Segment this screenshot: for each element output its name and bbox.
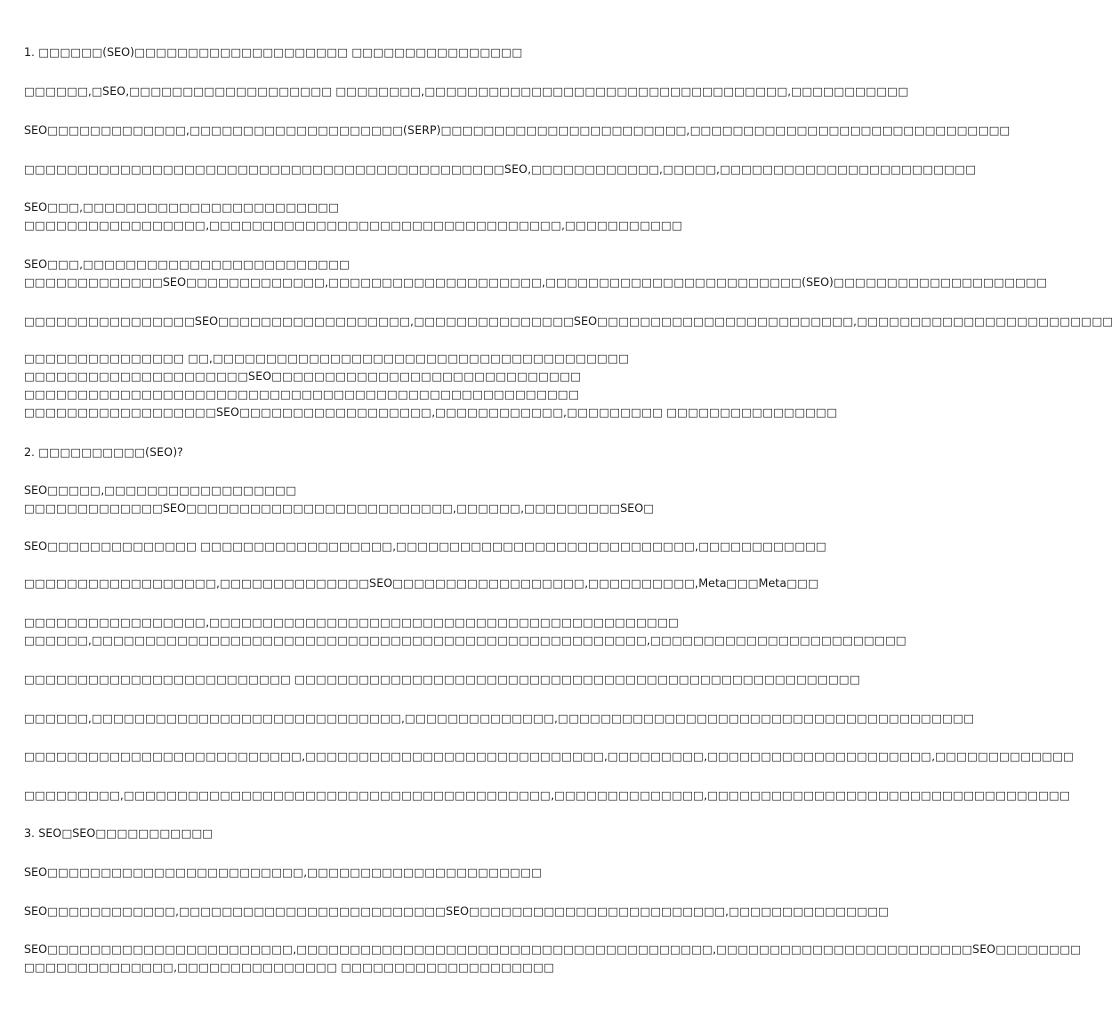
text-line: □□□□□□□□□□□□□□□□□□□□□□□□□ □□□□□□□□□□□□□□□□□□□□□□□□□□□□□□□□□□□□□□□□□□□□□□□□□□□□□ <box>24 673 861 686</box>
text-line: SEO□□□□□□□□□□□□□,□□□□□□□□□□□□□□□□□□□□(SERP)□□□□□□□□□□□□□□□□□□□□□□□,□□□□□□□□□□□□□□□□□□□□□□□□□□□□□□ <box>24 124 1011 137</box>
text-line: □□□□□□□□□□□□□□□□□□,□□□□□□□□□□□□□□SEO□□□□□□□□□□□□□□□□□□,□□□□□□□□□□,Meta□□□Meta□□□ <box>24 577 819 590</box>
paragraph <box>24 614 907 650</box>
section-heading-2 <box>24 444 698 462</box>
text-line: □□□□□□□□□□□□□□□□SEO□□□□□□□□□□□□□□□□□□,□□□□□□□□□□□□□□□SEO□□□□□□□□□□□□□□□□□□□□□□□□,□□□□□□□□□□□□□□□□□□□□□□□□ <box>24 315 1113 328</box>
text-line: □□□□□□□□□□□□□□□□□□□□□□□□□□□□□□□□□□□□□□□□□□□□□SEO,□□□□□□□□□□□□,□□□□□,□□□□□□□□□□□□□□□□□□□□□□□□ <box>24 163 976 176</box>
paragraph <box>24 941 1081 977</box>
text-line: □□□□□□□□□□□□□□□□□,□□□□□□□□□□□□□□□□□□□□□□□□□□□□□□□□□□□□□□□□□□□□ <box>24 616 679 629</box>
paragraph <box>24 83 909 101</box>
paragraph <box>24 748 1074 766</box>
text-line: SEO□□□□□□□□□□□□□□□□□□□□□□□□,□□□□□□□□□□□□□□□□□□□□□□ <box>24 866 542 879</box>
paragraph <box>24 710 975 728</box>
paragraph <box>24 199 698 235</box>
text-line: □□□□□□□□□□□□□□□□□□□□□□□□□□□□□□□□□□□□□□□□□□□□□□□□□□□□ <box>24 388 580 401</box>
paragraph <box>24 538 827 556</box>
text-line: □□□□□□□□□□□□□□,□□□□□□□□□□□□□□□ □□□□□□□□□□□□□□□□□□□□ <box>24 961 555 974</box>
text-line: □□□□□□,□□□□□□□□□□□□□□□□□□□□□□□□□□□□□,□□□□□□□□□□□□□□,□□□□□□□□□□□□□□□□□□□□□□□□□□□□□□□□□□□□□□□ <box>24 712 975 725</box>
text-line: □□□□□□□□□□□□□□□□□□□□□SEO□□□□□□□□□□□□□□□□□□□□□□□□□□□□□ <box>24 370 581 383</box>
paragraph <box>24 787 1071 805</box>
text-line: □□□□□□□□□,□□□□□□□□□□□□□□□□□□□□□□□□□□□□□□□□□□□□□□□□,□□□□□□□□□□□□□□,□□□□□□□□□□□□□□□□□□□□□□□□□□□□□□□□□□ <box>24 789 1071 802</box>
text-line: □□□□□□□□□□□□□□□□□□SEO□□□□□□□□□□□□□□□□□□,□□□□□□□□□□□□,□□□□□□□□□ □□□□□□□□□□□□□□□□ <box>24 406 838 419</box>
text-line: □□□□□□□□□□□□□□□□□,□□□□□□□□□□□□□□□□□□□□□□□□□□□□□□□□□,□□□□□□□□□□□ <box>24 219 683 232</box>
text-line: □□□□□□,□SEO,□□□□□□□□□□□□□□□□□□□ □□□□□□□□,□□□□□□□□□□□□□□□□□□□□□□□□□□□□□□□□□□,□□□□□□□□□□□ <box>24 85 909 98</box>
text-line: □□□□□□□□□□□□□□□ □□,□□□□□□□□□□□□□□□□□□□□□□□□□□□□□□□□□□□□□□□ <box>24 352 629 365</box>
text-line: 1. □□□□□□(SEO)□□□□□□□□□□□□□□□□□□□□ □□□□□□□□□□□□□□□□ <box>24 46 523 59</box>
text-line: □□□□□□,□□□□□□□□□□□□□□□□□□□□□□□□□□□□□□□□□□□□□□□□□□□□□□□□□□□□,□□□□□□□□□□□□□□□□□□□□□□□□ <box>24 634 907 647</box>
text-line: SEO□□□□□□□□□□□□□□□□□□□□□□□,□□□□□□□□□□□□□□□□□□□□□□□□□□□□□□□□□□□□□□□,□□□□□□□□□□□□□□□□□□□□□□□□SEO□□□□□□□□ <box>24 943 1081 956</box>
text-line: □□□□□□□□□□□□□□□□□□□□□□□□□□,□□□□□□□□□□□□□□□□□□□□□□□□□□□□,□□□□□□□□□,□□□□□□□□□□□□□□□□□□□□□,□□□□□□□□□□□□□ <box>24 750 1074 763</box>
section-heading-3 <box>24 825 698 843</box>
paragraph <box>24 256 1048 292</box>
paragraph <box>24 903 889 921</box>
paragraph <box>24 161 976 179</box>
paragraph <box>24 350 838 422</box>
text-line: SEO□□□,□□□□□□□□□□□□□□□□□□□□□□□□ <box>24 201 339 214</box>
text-line: 3. SEO□SEO□□□□□□□□□□□ <box>24 827 213 840</box>
paragraph <box>24 575 819 593</box>
text-line: □□□□□□□□□□□□□SEO□□□□□□□□□□□□□,□□□□□□□□□□□□□□□□□□□□,□□□□□□□□□□□□□□□□□□□□□□□□(SEO)□□□□□□□□□□□□□□□□□□□□ <box>24 276 1048 289</box>
paragraph <box>24 482 698 518</box>
text-line: SEO□□□□□,□□□□□□□□□□□□□□□□□□ <box>24 484 297 497</box>
paragraph <box>24 122 1011 140</box>
text-line: □□□□□□□□□□□□□SEO□□□□□□□□□□□□□□□□□□□□□□□□□,□□□□□□,□□□□□□□□□SEO□ <box>24 502 654 515</box>
text-line: SEO□□□,□□□□□□□□□□□□□□□□□□□□□□□□□ <box>24 258 350 271</box>
paragraph <box>24 864 698 882</box>
paragraph <box>24 671 861 689</box>
text-line: SEO□□□□□□□□□□□□□□ □□□□□□□□□□□□□□□□□□,□□□□□□□□□□□□□□□□□□□□□□□□□□□□,□□□□□□□□□□□□ <box>24 540 827 553</box>
paragraph <box>24 313 1113 331</box>
text-line: 2. □□□□□□□□□□(SEO)? <box>24 446 184 459</box>
section-heading-1 <box>24 44 698 62</box>
text-line: SEO□□□□□□□□□□□□,□□□□□□□□□□□□□□□□□□□□□□□□□SEO□□□□□□□□□□□□□□□□□□□□□□□□,□□□□□□□□□□□□□□□ <box>24 905 889 918</box>
